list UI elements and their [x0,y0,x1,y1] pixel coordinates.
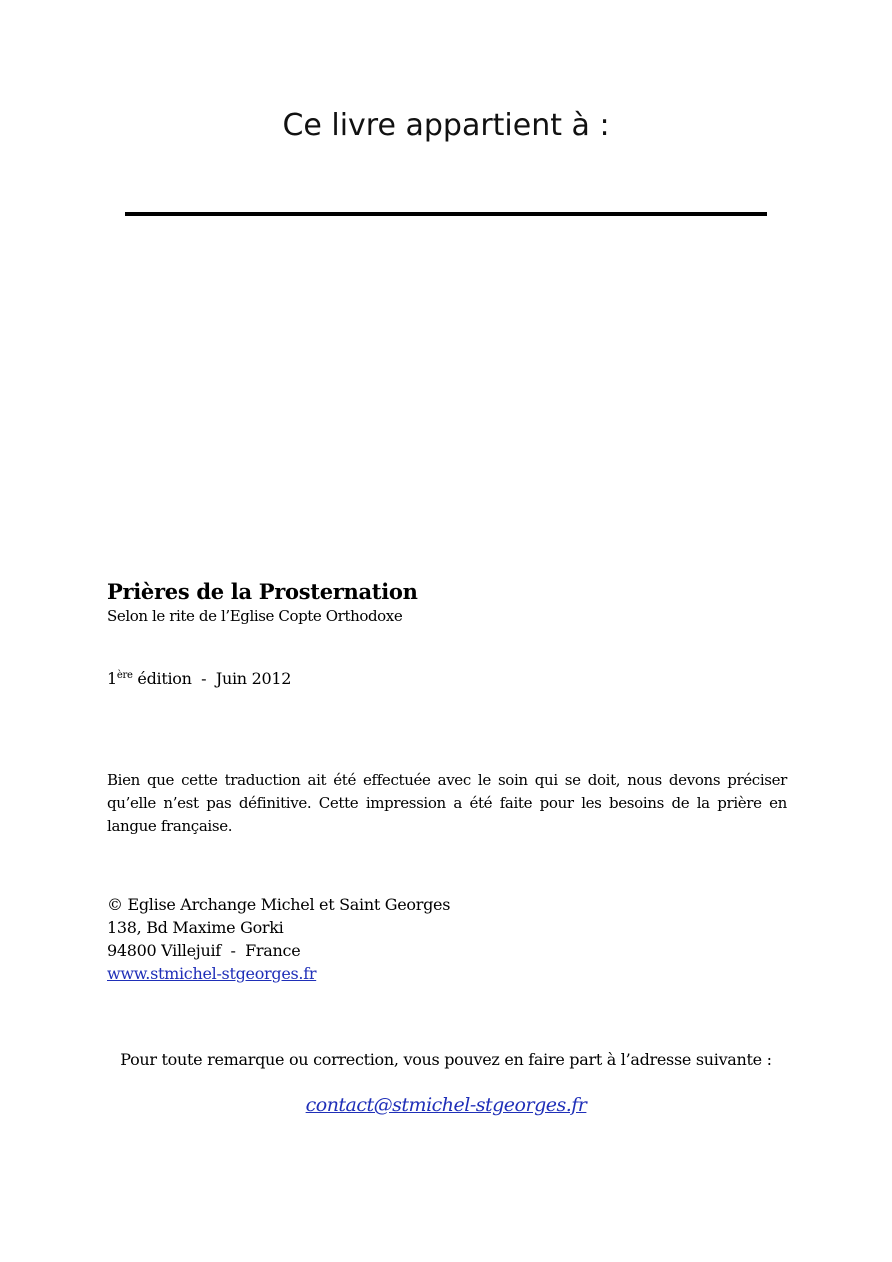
website-link[interactable]: www.stmichel-stgeorges.fr [107,964,317,983]
address-line-city: 94800 Villejuif - France [107,941,301,960]
book-title: Prières de la Prosternation [107,579,418,604]
church-address [107,893,450,985]
edition-superscript: ère [116,670,133,681]
translation-disclaimer: Bien que cette traduction ait été effectuée avec le soin qui se doit, nous devons préciser qu’elle n’est pas définitive. Cette impression a été faite pour les besoins de la prière en langue française. [107,771,787,835]
edition-date: édition - Juin 2012 [132,669,292,688]
contact-email-wrapper [0,1094,892,1116]
owner-name-line [125,212,767,216]
contact-note: Pour toute remarque ou correction, vous pouvez en faire part à l’adresse suivante : [120,1050,772,1069]
edition-number: 1 [107,669,117,688]
owner-heading: Ce livre appartient à : [282,108,610,143]
book-subtitle: Selon le rite de l’Eglise Copte Orthodoxe [107,607,403,625]
address-line-copyright: © Eglise Archange Michel et Saint Georges [107,895,451,914]
edition-info [107,669,291,688]
contact-email-link[interactable]: contact@stmichel-stgeorges.fr [305,1094,587,1116]
address-line-street: 138, Bd Maxime Gorki [107,918,284,937]
